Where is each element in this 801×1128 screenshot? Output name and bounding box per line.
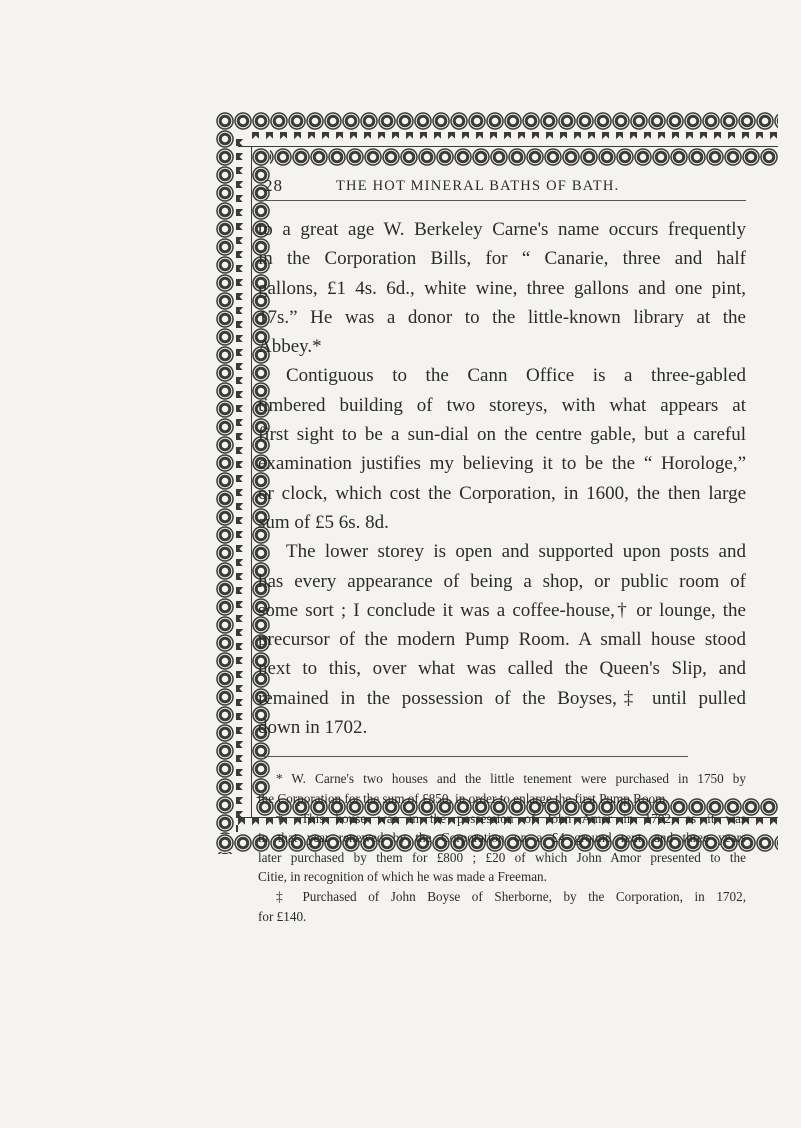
text-line: in the Corporation Bills, for “ Canarie, three and half — [258, 248, 746, 270]
text-line: first sight to be a sun-dial on the centre gable, but a careful — [258, 424, 746, 446]
text-line: gallons, £1 4s. 6d., white wine, three gallons and one pint, — [258, 277, 746, 299]
footnote-line: for £140. — [258, 908, 307, 924]
page-content — [258, 170, 746, 926]
border-rule-top — [238, 146, 778, 147]
text-line: Abbey.* — [258, 336, 322, 358]
border-left-zigzag — [236, 132, 250, 836]
footnote-line: the Corporation for the sum of £850, in order to enlarge the first Pump Room. — [258, 790, 669, 806]
border-left-rosettes — [216, 112, 234, 854]
footnote-line: * W. Carne's two houses and the little tenement were purchased in 1750 by — [276, 771, 746, 787]
text-line: remained in the possession of the Boyses,‡ until pulled — [258, 687, 746, 709]
footnote-3 — [258, 887, 746, 926]
footnote-line: in that year renewed by the Corporation on a £4 ground rent, and three years — [258, 830, 746, 846]
footnote-1 — [258, 769, 746, 808]
text-line: The lower storey is open and supported upon posts and — [286, 541, 746, 563]
text-line: sum of £5 6s. 8d. — [258, 511, 389, 533]
text-line: some sort ; I conclude it was a coffee-house,† or lounge, the — [258, 599, 746, 621]
paragraph-1 — [258, 215, 746, 361]
text-line: to a great age W. Berkeley Carne's name occurs frequently — [258, 219, 746, 240]
footnote-line: Citie, in recognition of which he was made a Freeman. — [258, 869, 547, 885]
text-line: or clock, which cost the Corporation, in 1600, the then large — [258, 482, 746, 504]
footnote-2 — [258, 809, 746, 887]
footnotes — [258, 769, 746, 926]
text-line: next to this, over what was called the Queen's Slip, and — [258, 658, 746, 680]
border-top-inner-rosettes — [256, 148, 778, 166]
paragraph-2 — [258, 361, 746, 537]
text-line: Contiguous to the Cann Office is a three-gabled — [286, 365, 746, 387]
footnote-line: ‡ Purchased of John Boyse of Sherborne, by the Corporation, in 1702, — [276, 888, 746, 904]
running-head — [258, 170, 746, 201]
border-top-rosettes — [216, 112, 778, 130]
footnote-line: later purchased by them for £800 ; £20 of which John Amor presented to the — [258, 849, 746, 865]
text-line: down in 1702. — [258, 717, 368, 739]
footnote-line: † This house was in the possession of John Amor in 1702, as it was — [276, 810, 746, 826]
text-line: timbered building of two storeys, with what appears at — [258, 394, 746, 416]
border-rule-left — [251, 146, 252, 818]
running-head-title: THE HOT MINERAL BATHS OF BATH. — [336, 178, 620, 194]
border-top-zigzag — [238, 132, 778, 146]
footnote-divider — [258, 756, 688, 757]
text-line: examination justifies my believing it to be the “ Horologe,” — [258, 453, 746, 475]
body-text — [258, 215, 746, 742]
text-line: precursor of the modern Pump Room. A small house stood — [258, 629, 746, 651]
text-line: 17s.” He was a donor to the little-known library at the — [258, 306, 746, 328]
paragraph-3 — [258, 537, 746, 742]
text-line: has every appearance of being a shop, or public room of — [258, 570, 746, 592]
page-number: 28 — [264, 176, 283, 195]
